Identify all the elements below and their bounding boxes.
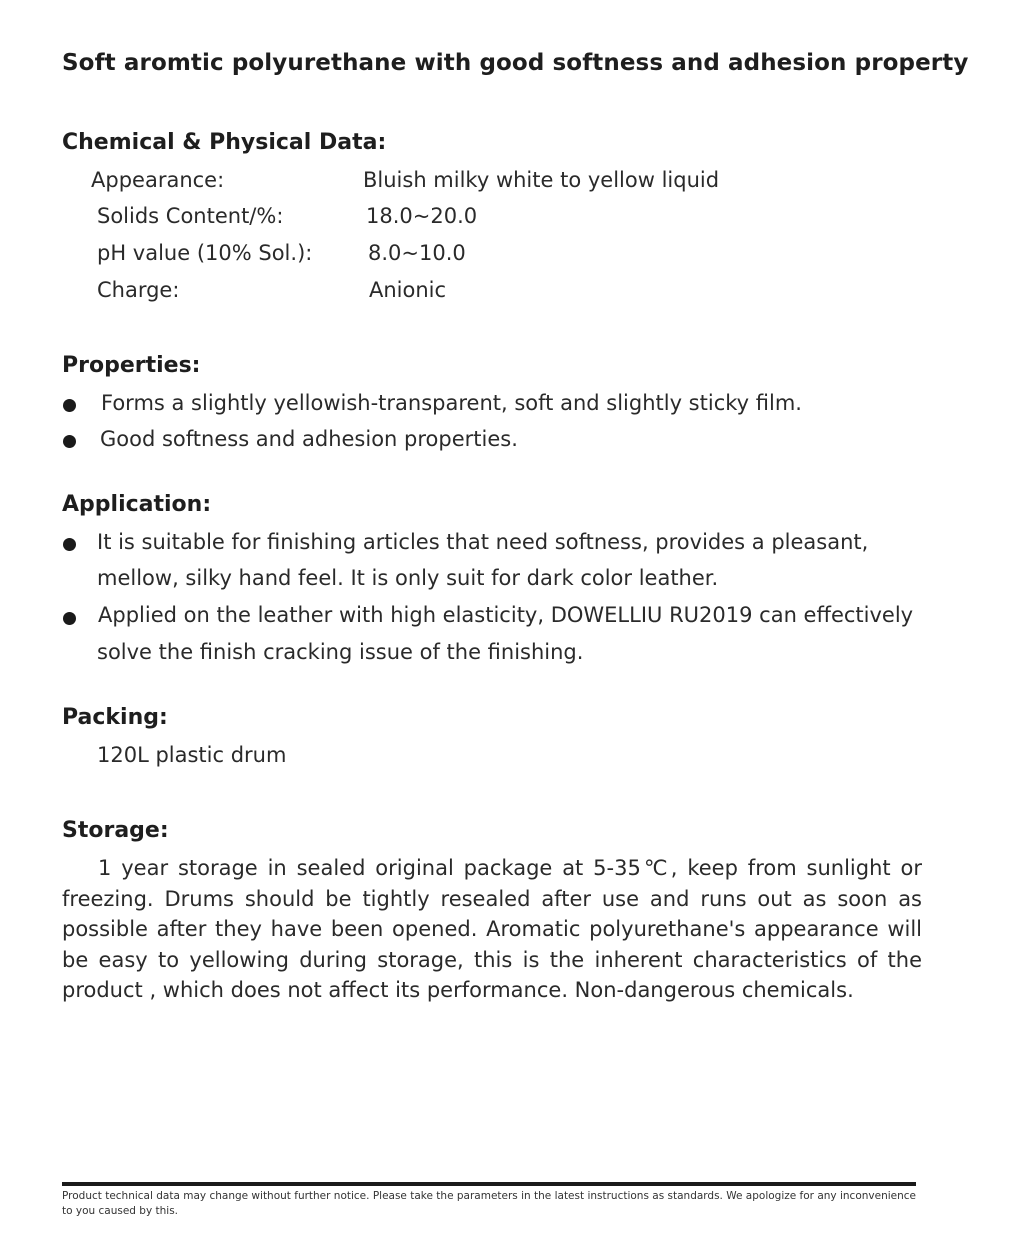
document-title: Soft aromtic polyurethane with good softness and adhesion property: [62, 50, 969, 76]
properties-item: Forms a slightly yellowish-transparent, soft and slightly sticky film.: [101, 391, 802, 415]
application-item-line: Applied on the leather with high elasticity, DOWELLIU RU2019 can effectively: [98, 603, 914, 627]
storage-heading: Storage:: [62, 818, 169, 843]
bullet-icon: [63, 612, 76, 625]
application-heading: Application:: [62, 492, 212, 517]
appearance-value: Bluish milky white to yellow liquid: [363, 168, 720, 192]
application-item-line: mellow, silky hand feel. It is only suit for dark color leather.: [97, 566, 719, 590]
application-item-line: solve the finish cracking issue of the finishing.: [97, 640, 584, 664]
ph-value-label: pH value (10% Sol.):: [97, 241, 313, 265]
solids-content-label: Solids Content/%:: [97, 204, 284, 228]
properties-heading: Properties:: [62, 353, 201, 378]
ph-value-value: 8.0~10.0: [368, 241, 466, 265]
bullet-icon: [63, 538, 76, 551]
bullet-icon: [63, 399, 76, 412]
chemical-data-heading: Chemical & Physical Data:: [62, 130, 387, 155]
application-item-line: It is suitable for finishing articles that need softness, provides a pleasant,: [97, 530, 869, 554]
charge-value: Anionic: [369, 278, 447, 302]
charge-label: Charge:: [97, 278, 180, 302]
packing-text: 120L plastic drum: [97, 743, 287, 767]
footer-disclaimer: Product technical data may change without further notice. Please take the parameters in the latest instructions as standards. We apologize for any inconvenience to you caused by this.: [62, 1190, 916, 1217]
appearance-label: Appearance:: [91, 168, 225, 192]
storage-text: 1 year storage in sealed original package at 5-35℃, keep from sunlight or freezing. Drums should be tightly resealed after use and runs out as soon as possible after they have been opened. Aromatic polyurethane's appearance will be easy to yellowing during storage, this is the inherent characteristics of the product , which does not affect its performance. Non-dangerous chemicals.: [62, 856, 922, 1002]
solids-content-value: 18.0~20.0: [366, 204, 478, 228]
footer-divider: [62, 1182, 916, 1186]
bullet-icon: [63, 435, 76, 448]
packing-heading: Packing:: [62, 705, 168, 730]
properties-item: Good softness and adhesion properties.: [100, 427, 518, 451]
